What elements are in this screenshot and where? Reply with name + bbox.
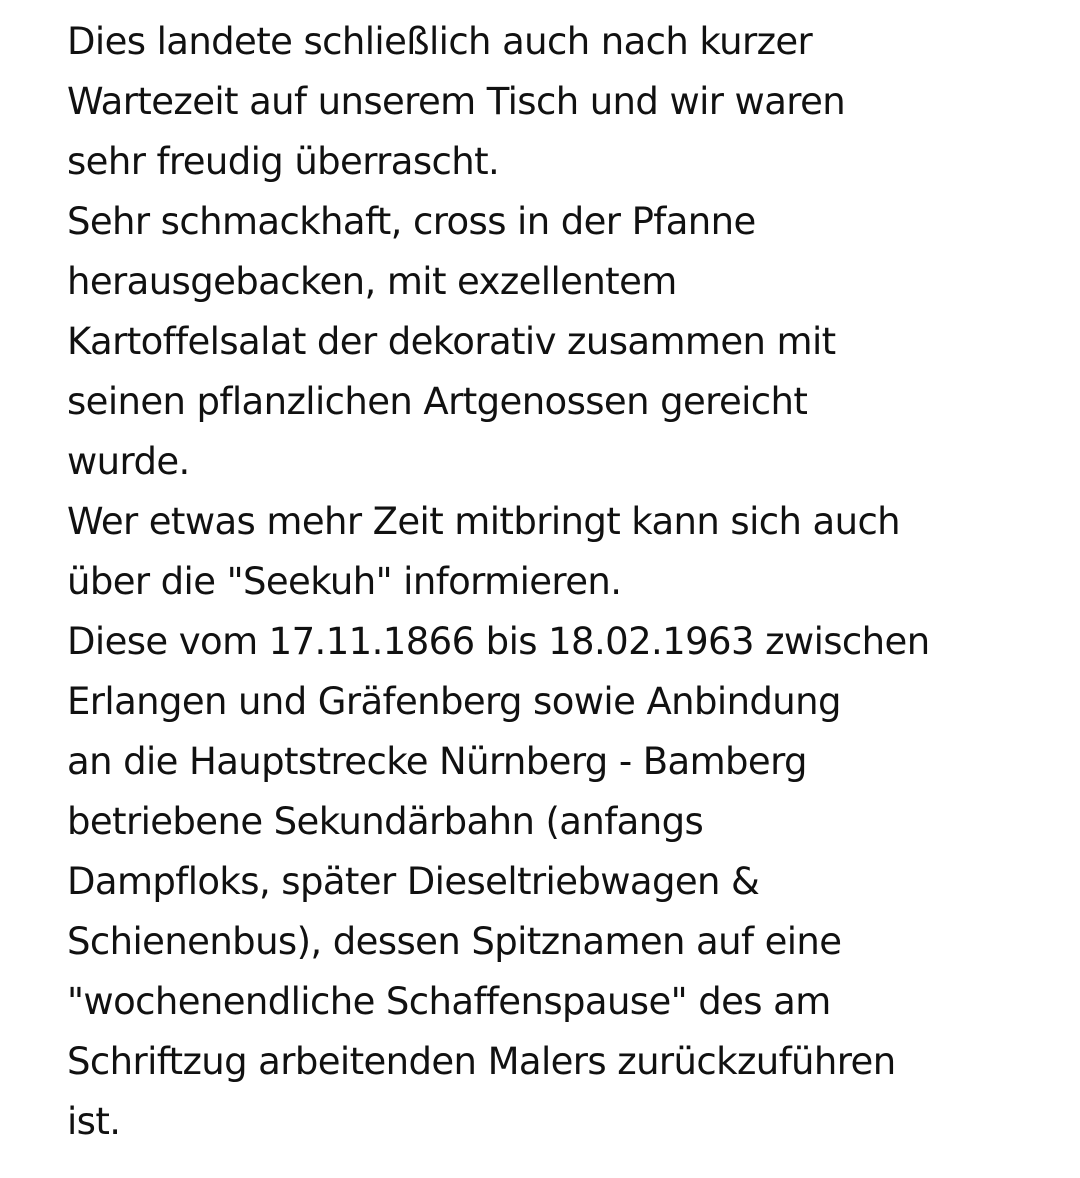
review-text-line: wurde. xyxy=(67,440,190,483)
review-text-line: Kartoffelsalat der dekorativ zusammen mit xyxy=(67,320,836,363)
review-text-line: über die "Seekuh" informieren. xyxy=(67,560,622,603)
review-text-line: ist. xyxy=(67,1100,121,1143)
review-text-line: Erlangen und Gräfenberg sowie Anbindung xyxy=(67,680,841,723)
review-text-line: Dies landete schließlich auch nach kurzer xyxy=(67,20,813,63)
review-text-line: betriebene Sekundärbahn (anfangs xyxy=(67,800,704,843)
review-text-line: herausgebacken, mit exzellentem xyxy=(67,260,677,303)
review-text-line: Diese vom 17.11.1866 bis 18.02.1963 zwischen xyxy=(67,620,930,663)
review-text-line: Dampfloks, später Dieseltriebwagen & xyxy=(67,860,760,903)
review-text-line: an die Hauptstrecke Nürnberg - Bamberg xyxy=(67,740,807,783)
review-text-line: Sehr schmackhaft, cross in der Pfanne xyxy=(67,200,756,243)
review-text-line: Schriftzug arbeitenden Malers zurückzuführen xyxy=(67,1040,896,1083)
review-text-line: Wer etwas mehr Zeit mitbringt kann sich auch xyxy=(67,500,901,543)
review-text-line: sehr freudig überrascht. xyxy=(67,140,500,183)
review-text-line: Wartezeit auf unserem Tisch und wir waren xyxy=(67,80,846,123)
review-text-body xyxy=(67,12,1057,1152)
review-text-line: Schienenbus), dessen Spitznamen auf eine xyxy=(67,920,842,963)
review-text-line: seinen pflanzlichen Artgenossen gereicht xyxy=(67,380,808,423)
review-text-line: "wochenendliche Schaffenspause" des am xyxy=(67,980,831,1023)
